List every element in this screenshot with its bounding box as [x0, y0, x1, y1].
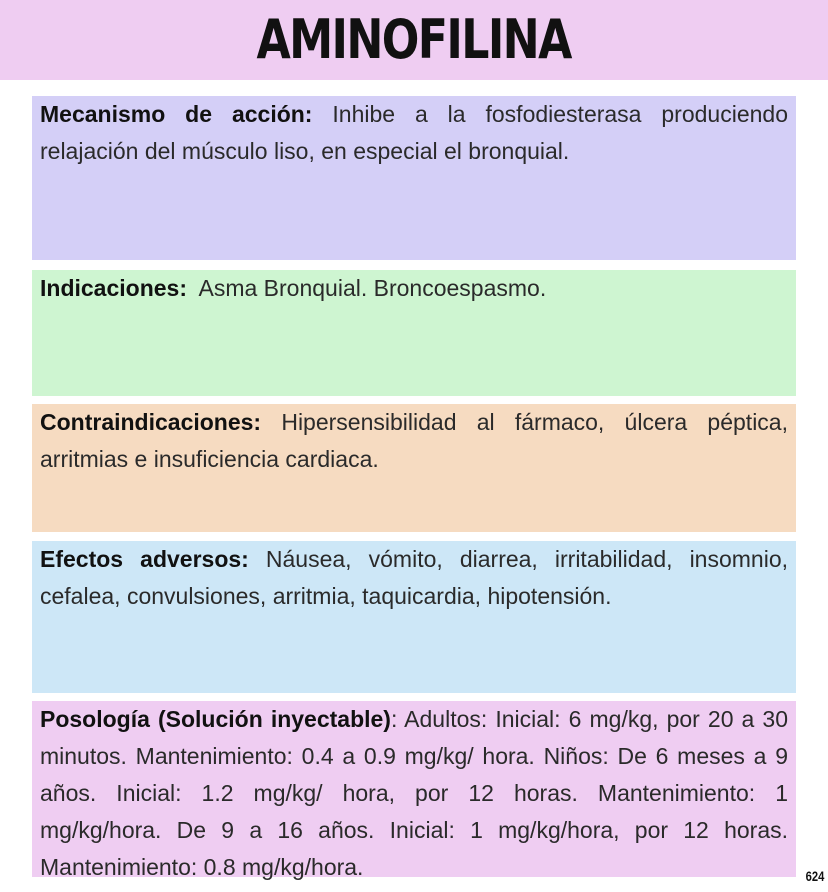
section-efectos-adversos	[32, 541, 796, 693]
section-label: Posología (Solución inyectable)	[40, 706, 391, 732]
section-posologia	[32, 701, 796, 880]
section-indicaciones	[32, 270, 796, 396]
section-mecanismo	[32, 96, 796, 260]
section-text: Hipersensibilidad al fármaco, úlcera péptica, arritmias e insuficiencia cardiaca.	[40, 409, 788, 472]
section-label: Efectos adversos:	[40, 546, 249, 572]
section-label: Contraindicaciones:	[40, 409, 262, 435]
section-text: Náusea, vómito, diarrea, irritabilidad, insomnio, cefalea, convulsiones, arritmia, taquicardia, hipotensión.	[40, 546, 789, 609]
section-text: Asma Bronquial. Broncoespasmo.	[186, 275, 547, 301]
page-title: AMINOFILINA	[256, 8, 572, 71]
section-text: Inhibe a la fosfodiesterasa produciendo relajación del músculo liso, en especial el bronquial.	[40, 101, 788, 164]
section-text: : Adultos: Inicial: 6 mg/kg, por 20 a 30 minutos. Mantenimiento: 0.4 a 0.9 mg/kg/ hora. Niños: De 6 meses a 9 años. Inicial: 1.2 mg/kg/ hora, por 12 horas. Mantenimiento: 1 mg/kg/hora. De 9 a 16 años. Inicial: 1 mg/kg/hora, por 12 horas. Mantenimiento: 0.8 mg/kg/hora.	[40, 706, 789, 880]
section-label: Mecanismo de acción:	[40, 101, 313, 127]
page-number: 624	[805, 868, 824, 884]
title-banner	[0, 0, 828, 80]
section-label: Indicaciones:	[40, 275, 187, 301]
section-contraindicaciones	[32, 404, 796, 532]
